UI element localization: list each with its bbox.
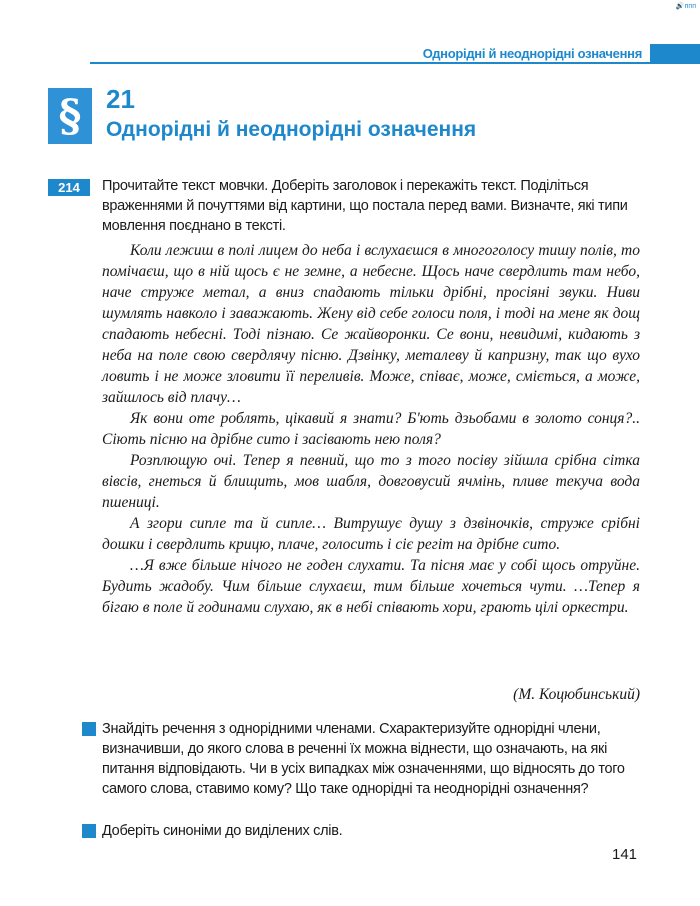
exercise-number-badge: 214 — [48, 179, 90, 196]
page-number: 141 — [612, 846, 638, 863]
highlighted-word: спадають — [313, 284, 381, 301]
story-author: (М. Коцюбинський) — [513, 686, 640, 703]
story-paragraph-3: Розплющую очі. Тепер я певний, що то з того посіву зійшла срібна сітка вівсів, гнеться й блищить, мов шабля, довговусий ячмінь, пливе текуча вода пшениці. — [102, 452, 640, 511]
story-paragraph-5: …Я вже більше нічого не годен слухати. Та пісня має у собі щось отруйне. Будить жадобу. Чим більше слухаєш, тим більше хочеться чути. …Тепер я бігаю в поле й годинами слухаю, як в небі співають хори, грають цілі оркестри. — [102, 557, 640, 616]
question-marker-icon — [82, 722, 96, 736]
story-paragraph-2: Як вони оте роблять, цікавий я знати? Б'ють дзьобами в золото сонця?.. Сіють пісню на дрібне сито і засівають нею поля? — [102, 410, 640, 448]
running-header-title: Однорідні й неоднорідні означення — [422, 46, 642, 61]
question-marker-icon — [82, 824, 96, 838]
header-accent-box — [650, 44, 700, 64]
question-1: Знайдіть речення з однорідними членами. Схарактеризуйте однорідні члени, визначивши, до якого слова в реченні їх можна віднести, що означають, на які питання відповідають. Чи в усіх випадках між означеннями, що відносять до того самого слова, ставимо кому? Що таке однорідні та неоднорідні означення? — [102, 721, 625, 797]
highlighted-word: капризну — [487, 347, 546, 364]
section-symbol-badge: § — [48, 88, 92, 144]
exercise-task: Прочитайте текст мовчки. Доберіть заголовок і перекажіть текст. Поділіться враженнями й почуттями від картини, що постала перед вами. Визначте, які типи мовлення поєднано в тексті. — [102, 178, 628, 234]
corner-mark: 🔊ппп — [675, 3, 696, 10]
section-number: 21 — [106, 84, 135, 114]
question-2: Доберіть синоніми до виділених слів. — [102, 823, 343, 839]
story-paragraph-4: А згори сипле та й сипле… Витрушує душу з дзвіночків, струже срібні дошки і свердлить крицю, плаче, голосить і сіє регіт на дрібне сито. — [102, 515, 640, 553]
story-paragraph-1: Коли лежиш в полі лицем до неба і вслухаєшся в многоголосу тишу полів, то помічаєш, що в ній щось є не земне, а небесне. Щось наче свердлить там небо, наче струже метал, а вниз спадають тільки дрібні, просіяні звуки. Ниви шумлять навколо і заважають. Жену від себе голоси поля, і тоді на мене як дощ спадають небесні. Тоді пізнаю. Се жайворонки. Се вони, невидимі, кидають з неба на поле свою свердлячу пісню. Дзвінку, металеву й капризну, так що вухо ловить і не може зловити її переливів. Може, співає, може, сміється, а може, зайшлось від плачу… — [102, 242, 641, 406]
highlighted-word: свердлячу — [231, 347, 296, 364]
header-divider — [90, 62, 700, 64]
story-text — [102, 240, 640, 618]
page-title: Однорідні й неоднорідні означення — [106, 118, 477, 141]
running-header — [90, 44, 700, 64]
